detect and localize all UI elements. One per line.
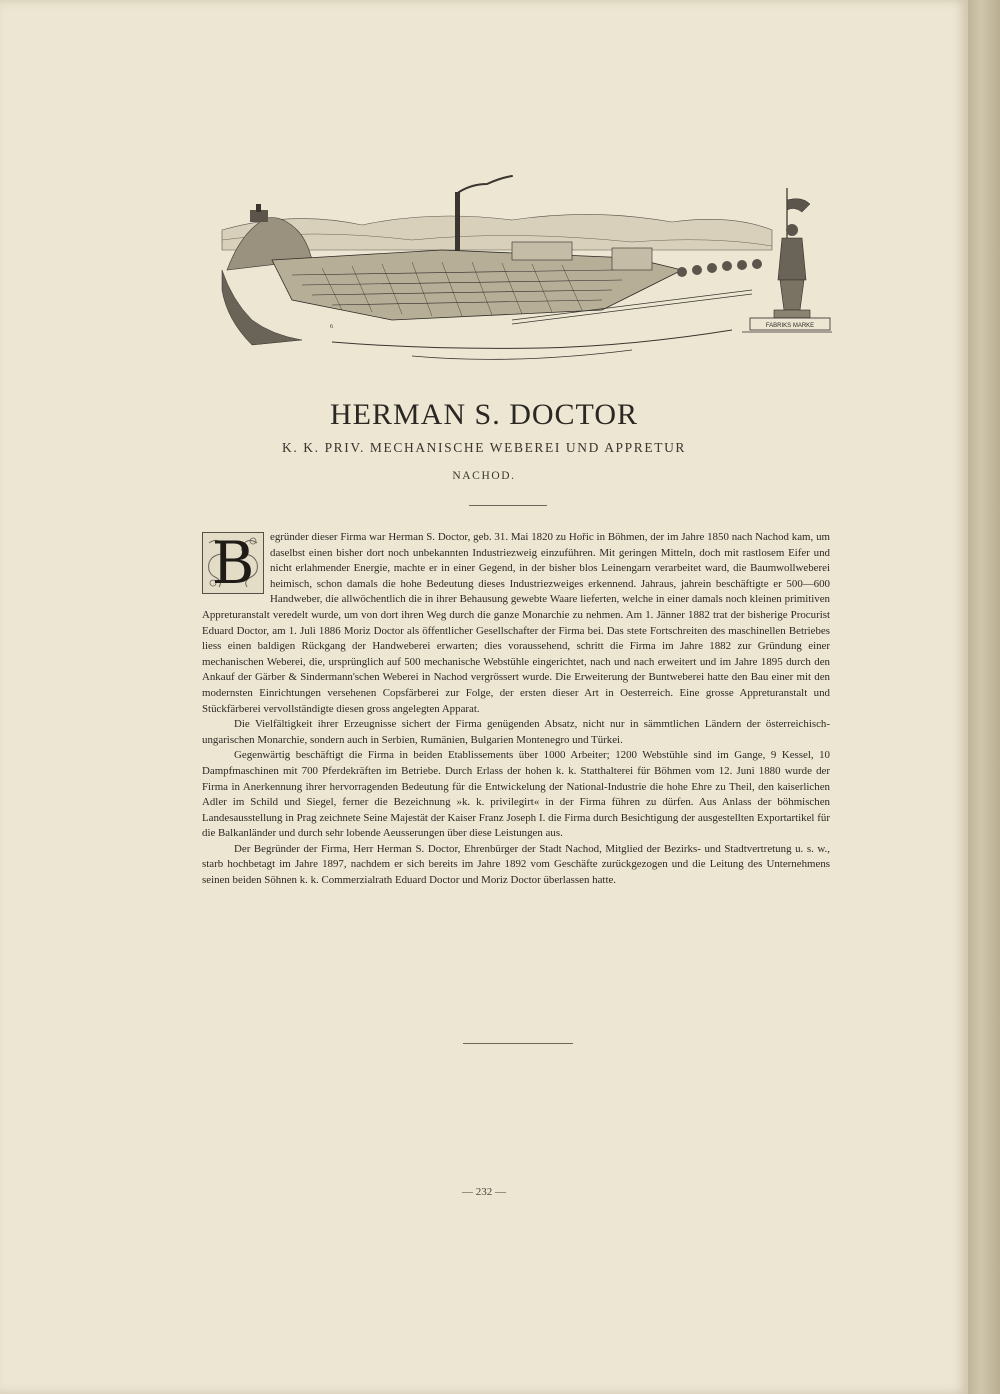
book-page-edge <box>968 0 1000 1394</box>
decorated-initial <box>202 529 264 597</box>
corner-mark: 6 <box>330 324 333 330</box>
initial-letter: B <box>211 529 255 597</box>
plaque-label: FABRIKS MARKE <box>765 323 815 329</box>
firm-title: HERMAN S. DOCTOR <box>330 398 638 431</box>
article-body <box>202 530 830 889</box>
factory-illustration <box>212 170 842 365</box>
firm-place: NACHOD. <box>452 470 516 482</box>
page-number: — 232 — <box>462 1186 506 1198</box>
paragraph-1-text: egründer dieser Firma war Herman S. Doctor, geb. 31. Mai 1820 zu Hořic in Böhmen, der im Jahre 1850 nach Nachod kam, um daselbst einen bisher dort noch unbekannten Industriezweig einzuführen. Mit geringen Mitteln, doch mit rastlosem Eifer und nicht erlahmender Energie, machte er in einer Gegend, in der bisher blos Leinengarn verarbeitet ward, die Baumwollweberei heimisch, schon damals die hohe Bedeutung dieses Industriezweiges erkennend. Jahraus, jahrein beschäftigte er 500—600 Handweber, die allwöchentlich die in ihrer Behausung gewebte Waare lieferten, welche in einer damals noch kleinen primitiven Appreturanstalt veredelt wurde, um von dort ihren Weg durch die ganze Monarchie zu nehmen. Am 1. Jänner 1882 trat der bisherige Procurist Eduard Doctor, am 1. Juli 1886 Moriz Doctor als öffentlicher Gesellschafter der Firma bei. Das stete Fortschreiten des maschinellen Betriebes liess einen baldigen Rückgang der Handweberei erwarten; dies voraussehend, schritt die Firma im Jahre 1882 zur Gründung einer mechanischen Weberei, die, ursprünglich auf 500 mechanische Webstühle eingerichtet, nach und nach erweitert und im Jahre 1895 durch den Ankauf der Gärber & Sindermann'schen Weberei in Nachod vergrössert wurde. Die Erweiterung der Buntweberei hatte den Bau einer mit den modernsten Einrichtungen versehenen Copsfärberei zur Folge, der ersten dieser Art in Oesterreich. Eine grosse Appreturanstalt und Stückfärberei vervollständigte diesen gross angelegten Apparat. <box>202 531 830 715</box>
divider-top <box>469 505 547 506</box>
paragraph-4: Der Begründer der Firma, Herr Herman S. Doctor, Ehrenbürger der Stadt Nachod, Mitglied der Bezirks- und Stadtvertretung u. s. w., starb hochbetagt im Jahre 1897, nachdem er sich bereits im Jahre 1892 vom Geschäfte zurückgezogen und die Leitung des Unternehmens seinen beiden Söhnen k. k. Commerzialrath Eduard Doctor und Moriz Doctor überlassen hatte. <box>202 842 830 887</box>
paragraph-3: Gegenwärtig beschäftigt die Firma in beiden Etablissements über 1000 Arbeiter; 1200 Webstühle sind im Gange, 9 Kessel, 10 Dampfmaschinen mit 700 Pferdekräften im Betriebe. Durch Erlass der hohen k. k. Statthalterei für Böhmen vom 12. Juni 1880 wurde der Firma in Anerkennung ihrer hervorragenden Bedeutung für die Entwickelung der National-Industrie die hohe Ehre zu Theil, den kaiserlichen Adler im Schild und Siegel, ferner die Bezeichnung »k. k. privilegirt« in der Firma führen zu dürfen. Aus Anlass der böhmischen Landesausstellung in Prag zeichnete Seine Majestät der Kaiser Franz Joseph I. die Firma durch Besichtigung der ausgestellten Exportartikel für die Balkanländer und durch sehr lobende Aeusserungen über diese Leistungen aus. <box>202 749 830 840</box>
divider-bottom <box>463 1043 573 1044</box>
paragraph-1 <box>202 530 830 717</box>
paragraph-2: Die Vielfältigkeit ihrer Erzeugnisse sichert der Firma genügenden Absatz, nicht nur in sämmtlichen Ländern der österreichisch-ungarischen Monarchie, sondern auch in Serbien, Rumänien, Bulgarien Montenegro und Türkei. <box>202 718 830 746</box>
firm-subtitle: K. K. PRIV. MECHANISCHE WEBEREI UND APPRETUR <box>281 440 687 455</box>
